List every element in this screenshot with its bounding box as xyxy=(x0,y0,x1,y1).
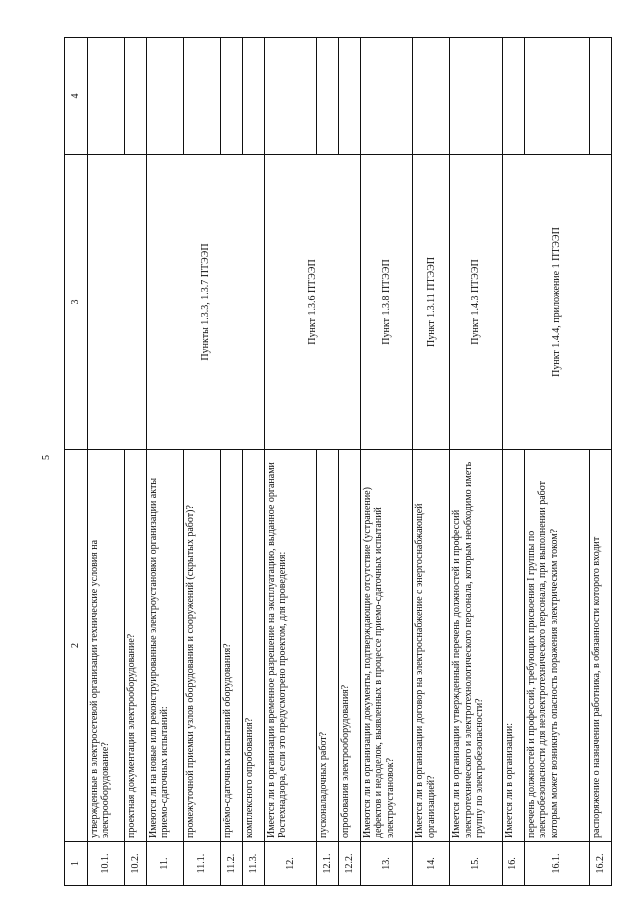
header-col-3: 3 xyxy=(65,155,88,450)
answer-cell xyxy=(360,38,412,155)
table-row xyxy=(502,38,524,886)
answer-cell xyxy=(590,38,612,155)
row-number: 12.1. xyxy=(317,842,339,886)
row-number: 12.2. xyxy=(338,842,360,886)
row-text: Имеются ли на новые или реконструированные электроустановки организации акты приемо-сдаточных испытаний: xyxy=(146,450,183,842)
table-row xyxy=(264,38,316,886)
row-number: 14. xyxy=(413,842,450,886)
ref-cell: Пункты 1.3.3, 1.3.7 ПТЭЭП xyxy=(146,155,264,450)
row-text: утвержденные в электросетевой организации технические условия на электрооборудование? xyxy=(87,450,124,842)
checklist-table xyxy=(64,37,612,886)
row-text: Имеется ли в организации договор на электроснабжение с энергоснабжающей организацией? xyxy=(413,450,450,842)
answer-cell xyxy=(264,38,316,155)
answer-cell xyxy=(242,38,264,155)
answer-cell xyxy=(413,38,450,155)
header-col-4: 4 xyxy=(65,38,88,155)
row-text: проектная документация электрооборудование? xyxy=(125,450,147,842)
row-number: 11. xyxy=(146,842,183,886)
row-number: 16.2. xyxy=(590,842,612,886)
row-text: пусконаладочных работ? xyxy=(317,450,339,842)
page-number: 5 xyxy=(41,455,52,460)
row-text: промежуточной приемки узлов оборудования и сооружений (скрытых работ)? xyxy=(183,450,220,842)
table-row xyxy=(360,38,412,886)
row-text: Имеется ли в организации: xyxy=(502,450,524,842)
row-text: приёмо-сдаточных испытаний оборудования? xyxy=(221,450,243,842)
row-number: 10.1. xyxy=(87,842,124,886)
answer-cell xyxy=(146,38,183,155)
ref-cell: Пункт 1.3.8 ПТЭЭП xyxy=(360,155,412,450)
row-text: опробования электрооборудования? xyxy=(338,450,360,842)
row-number: 11.3. xyxy=(242,842,264,886)
row-number: 16.1. xyxy=(524,842,590,886)
table-stage xyxy=(64,38,612,886)
row-number: 11.1. xyxy=(183,842,220,886)
answer-cell xyxy=(125,38,147,155)
table-row xyxy=(450,38,502,886)
answer-cell xyxy=(87,38,124,155)
row-number: 10.2. xyxy=(125,842,147,886)
answer-cell xyxy=(524,38,590,155)
answer-cell xyxy=(221,38,243,155)
answer-cell xyxy=(183,38,220,155)
answer-cell xyxy=(450,38,502,155)
row-text: комплексного опробования? xyxy=(242,450,264,842)
rotated-page xyxy=(64,38,612,886)
header-col-2: 2 xyxy=(65,450,88,842)
ref-cell xyxy=(87,155,146,450)
row-text: Имеется ли в организации утвержденный перечень должностей и профессий электротехнического и электротехнологического персонала, которым необходимо иметь группу по электробезопасности? xyxy=(450,450,502,842)
row-number: 13. xyxy=(360,842,412,886)
row-text: Имеется ли в организации временное разрешение на эксплуатацию, выданное органами Ростехнадзора, если это предусмотрено проектом, для проведения: xyxy=(264,450,316,842)
header-col-1: 1 xyxy=(65,842,88,886)
header-row xyxy=(65,38,88,886)
answer-cell xyxy=(317,38,339,155)
answer-cell xyxy=(338,38,360,155)
ref-cell: Пункт 1.3.11 ПТЭЭП xyxy=(413,155,450,450)
row-text: перечень должностей и профессий, требующих присвоения I группы по электробезопасности для неэлектротехнического персонала, при выполнении работ которым может возникнуть опасность поражения электрическим током? xyxy=(524,450,590,842)
row-number: 16. xyxy=(502,842,524,886)
answer-cell xyxy=(502,38,524,155)
row-text: Имеются ли в организации документы, подтверждающие отсутствие (устранение) дефектов и недоделок, выявленных в процессе приемо-сдаточных испытаний электроустановок? xyxy=(360,450,412,842)
row-number: 11.2. xyxy=(221,842,243,886)
ref-cell: Пункт 1.4.3 ПТЭЭП xyxy=(450,155,502,450)
row-number: 15. xyxy=(450,842,502,886)
table-row xyxy=(146,38,183,886)
table-row xyxy=(413,38,450,886)
table-row xyxy=(87,38,124,886)
ref-cell: Пункт 1.4.4, приложение 1 ПТЭЭП xyxy=(502,155,611,450)
row-number: 12. xyxy=(264,842,316,886)
row-text: распоряжение о назначении работника, в обязанности которого входит xyxy=(590,450,612,842)
ref-cell: Пункт 1.3.6 ПТЭЭП xyxy=(264,155,360,450)
